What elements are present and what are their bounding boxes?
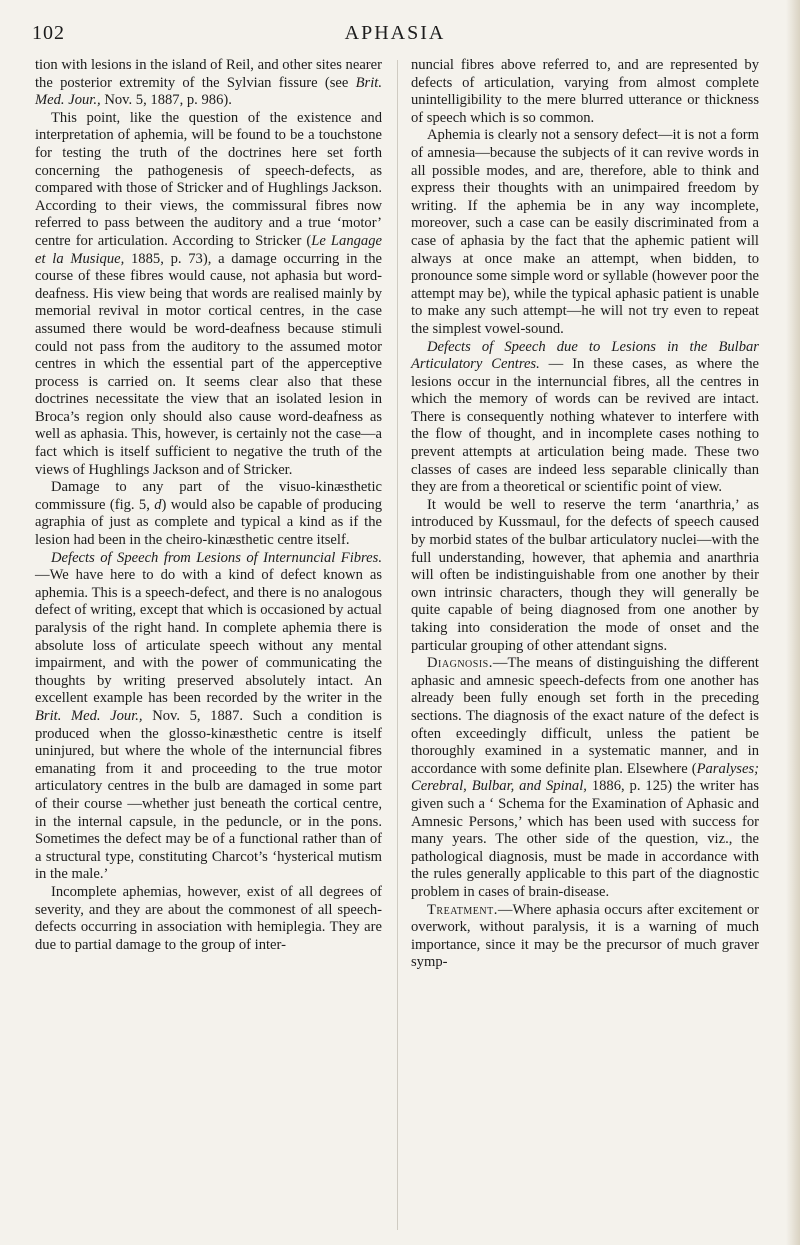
left-column [35,57,382,954]
column-divider [397,60,398,1230]
paragraph: Incomplete aphemias, however, exist of all degrees of severity, and they are about the commonest of all speech-defects occurring in association with hemiplegia. They are due to partial damage to the group of inter- [35,883,382,953]
paragraph: This point, like the question of the existence and interpretation of aphemia, will be found to be a touchstone for testing the truth of the doctrines here set forth concerning the pathogenesis of speech-defects, as compared with those of Stricker and of Hughlings Jackson. According to their views, the commissural fibres now referred to pass between the auditory and a true ‘motor’ centre for articulation. According to Stricker (Le Langage et la Musique, 1885, p. 73), a damage occurring in the course of these fibres would cause, not aphasia but word-deafness. His view being that words are realised mainly by memorial revival in motor cortical centres, in the case assumed there would be word-deafness because stimuli could not pass from the auditory to the assumed motor centres in which the essential part of the apperceptive process is carried on. It seems clear also that these doctrines necessitate the view that an isolated lesion in Broca’s region only should also cause word-deafness as well as aphasia. This, however, is certainly not the case—a fact which is itself sufficient to negative the truth of the views of Hughlings Jackson and of Stricker. [35,109,382,478]
section-paragraph: Defects of Speech from Lesions of Internuncial Fibres.—We have here to do with a kind of defect known as aphemia. This is a speech-defect, and there is no analogous defect of writing, except that which is occasioned by actual paralysis of the right hand. In complete aphemia there is absolute loss of articulate speech without any mental impairment, and with the power of communicating the thoughts by writing preserved absolutely intact. An excellent example has been recorded by the writer in the Brit. Med. Jour., Nov. 5, 1887. Such a condition is produced when the glosso-kinæsthetic centre is itself uninjured, but where the whole of the internuncial fibres emanating from it and proceeding to the true motor articulatory centres in the bulb are damaged in some part of their course —whether just beneath the cortical centre, in the internal capsule, in the peduncle, or in the pons. Sometimes the defect may be of a functional rather than of a structural type, constituting Charcot’s ‘hysterical mutism in the male.’ [35,549,382,883]
section-paragraph: Defects of Speech due to Lesions in the Bulbar Articulatory Centres. — In these cases, as where the lesions occur in the internuncial fibres, all the centres in which the memory of words can be revived are intact. There is consequently nothing whatever to interfere with the flow of thought, and in incomplete cases nothing to prevent attempts at articulation being made. These two classes of cases are indeed less separable clinically than they are from a theoretical or scientific point of view. [411,338,759,496]
page-header [30,22,760,48]
section-heading: Defects of Speech from Lesions of Internuncial Fibres. [51,549,382,566]
paragraph: Aphemia is clearly not a sensory defect—it is not a form of amnesia—because the subjects of it can revive words in all possible modes, and are, therefore, able to think and express their thoughts with an unimpaired freedom by writing. If the aphemia be in any way incomplete, moreover, such a case can be easily discriminated from a case of aphasia by the fact that the aphemic patient will always at once make an attempt, when bidden, to pronounce some simple word or syllable (however poor the attempt may be), while the typical aphasic patient is unable to make any such attempt—he will not try even to repeat the simplest vowel-sound. [411,127,759,337]
paragraph: Damage to any part of the visuo-kinæsthetic commissure (fig. 5, d) would also be capable of producing agraphia of just as complete and typical a kind as if the lesion had been in the cheiro-kinæsthetic centre itself. [35,479,382,549]
paragraph: It would be well to reserve the term ‘anarthria,’ as introduced by Kussmaul, for the defects of speech caused by morbid states of the bulbar articulatory nuclei—with the full understanding, however, that aphemia and anarthria will often be indistinguishable from one another by their own intrinsic characters, though they will generally be quite capable of being diagnosed from one another by taking into consideration the mode of onset and the particular grouping of other attendant signs. [411,496,759,654]
section-paragraph: Diagnosis.—The means of distinguishing the different aphasic and amnesic speech-defects from one another has already been fully enough set forth in the preceding sections. The diagnosis of the exact nature of the defect is often exceedingly difficult, unless the patient be thoroughly examined in a systematic manner, and in accordance with some definite plan. Elsewhere (Paralyses; Cerebral, Bulbar, and Spinal, 1886, p. 125) the writer has given such a ‘ Schema for the Examination of Aphasic and Amnesic Persons,’ which has been used with success for many years. The other side of the question, viz., the pathological diagnosis, must be made in accordance with the rules generally applicable to this part of the diagnostic problem in cases of brain-disease. [411,655,759,900]
section-label: Diagnosis. [427,655,493,672]
page-number: 102 [32,22,65,44]
paragraph: tion with lesions in the island of Reil, and other sites nearer the posterior extremity of the Sylvian fissure (see Brit. Med. Jour., Nov. 5, 1887, p. 986). [35,57,382,109]
section-paragraph: Treatment.—Where aphasia occurs after excitement or overwork, without paralysis, it is a warning of much importance, since it may be the precursor of much graver symp- [411,901,759,971]
section-label: Treatment. [427,901,498,918]
running-title: APHASIA [344,22,446,44]
page-edge [786,0,800,1245]
right-column [411,57,759,972]
paragraph: nuncial fibres above referred to, and are represented by defects of articulation, varying from almost complete unintelligibility to the mere blurred utterance or thickness of speech which is so common. [411,57,759,126]
section-heading: Defects of Speech due to Lesions in the Bulbar Articulatory Centres. [411,338,759,373]
